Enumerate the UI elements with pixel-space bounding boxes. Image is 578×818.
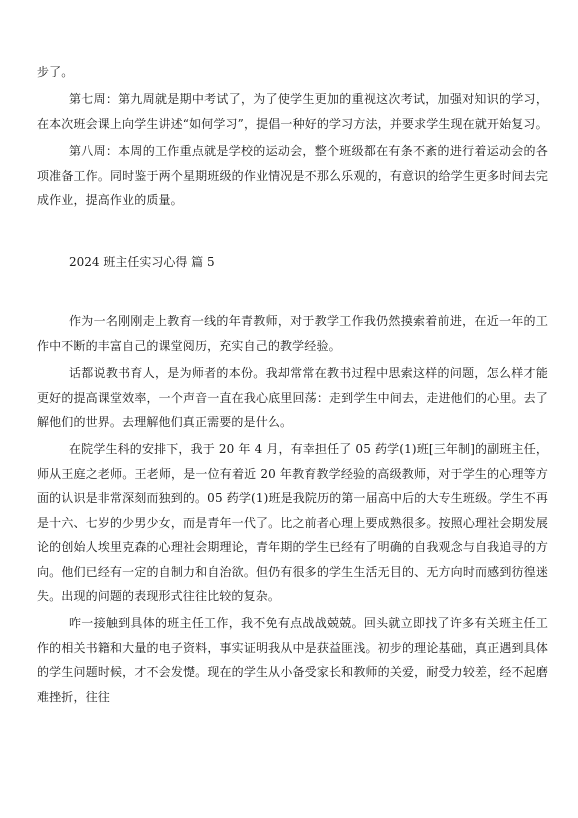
paragraph-continuation: 步了。 (37, 65, 74, 79)
paragraph-week-eight: 第八周：本周的工作重点就是学校的运动会，整个班级都在有条不紊的进行着运动会的各项准备工作。同时鉴于两个星期班级的作业情况是不那么乐观的，有意识的给学生更多时间去完成作业，提高作业的质量。 (37, 144, 548, 208)
section-title: 2024 班主任实习心得 篇 5 (69, 255, 215, 270)
paragraph-week-seven: 第七周：第九周就是期中考试了，为了使学生更加的重视这次考试，加强对知识的学习，在本次班会课上向学生讲述“如何学习”，提倡一种好的学习方法，并要求学生现在就开始复习。 (37, 92, 548, 131)
paragraph-teaching: 话都说教书育人，是为师者的本份。我却常常在教书过程中思索这样的问题，怎么样才能更好的提高课堂效率，一个声音一直在我心底里回荡：走到学生中间去，走进他们的心里。去了解他们的世界。去理解他们真正需要的是什么。 (37, 366, 548, 430)
paragraph-assignment: 在院学生科的安排下，我于 20 年 4 月，有幸担任了 05 药学(1)班[三年制]的副班主任，师从王庭之老师。王老师，是一位有着近 20 年教育教学经验的高级教师，对于学生的心理等方面的认识是非常深刻而独到的。05 药学(1)班是我院历的第一届高中后的大专生班级。学生不再是十六、七岁的少男少女，而是青年一代了。比之前者心理上要成熟很多。按照心理社会期发展论的创始人埃里克森的心理社会期理论，青年期的学生已经有了明确的自我观念与自我追寻的方向。他们已经有一定的自制力和自治欲。但仍有很多的学生生活无目的、无方向时而感到彷徨迷失。出现的问题的表现形式往往比较的复杂。 (37, 442, 548, 603)
paragraph-intro: 作为一名刚刚走上教育一线的年青教师，对于教学工作我仍然摸索着前进，在近一年的工作中不断的丰富自己的课堂阅历，充实自己的教学经验。 (37, 314, 548, 353)
paragraph-first-contact: 咋一接触到具体的班主任工作，我不免有点战战兢兢。回头就立即找了许多有关班主任工作的相关书籍和大量的电子资料，事实证明我从中是获益匪浅。初步的理论基础，真正遇到具体的学生问题时候，才不会发憷。现在的学生从小备受家长和教师的关爱，耐受力较差，经不起磨难挫折，往往 (37, 616, 548, 704)
